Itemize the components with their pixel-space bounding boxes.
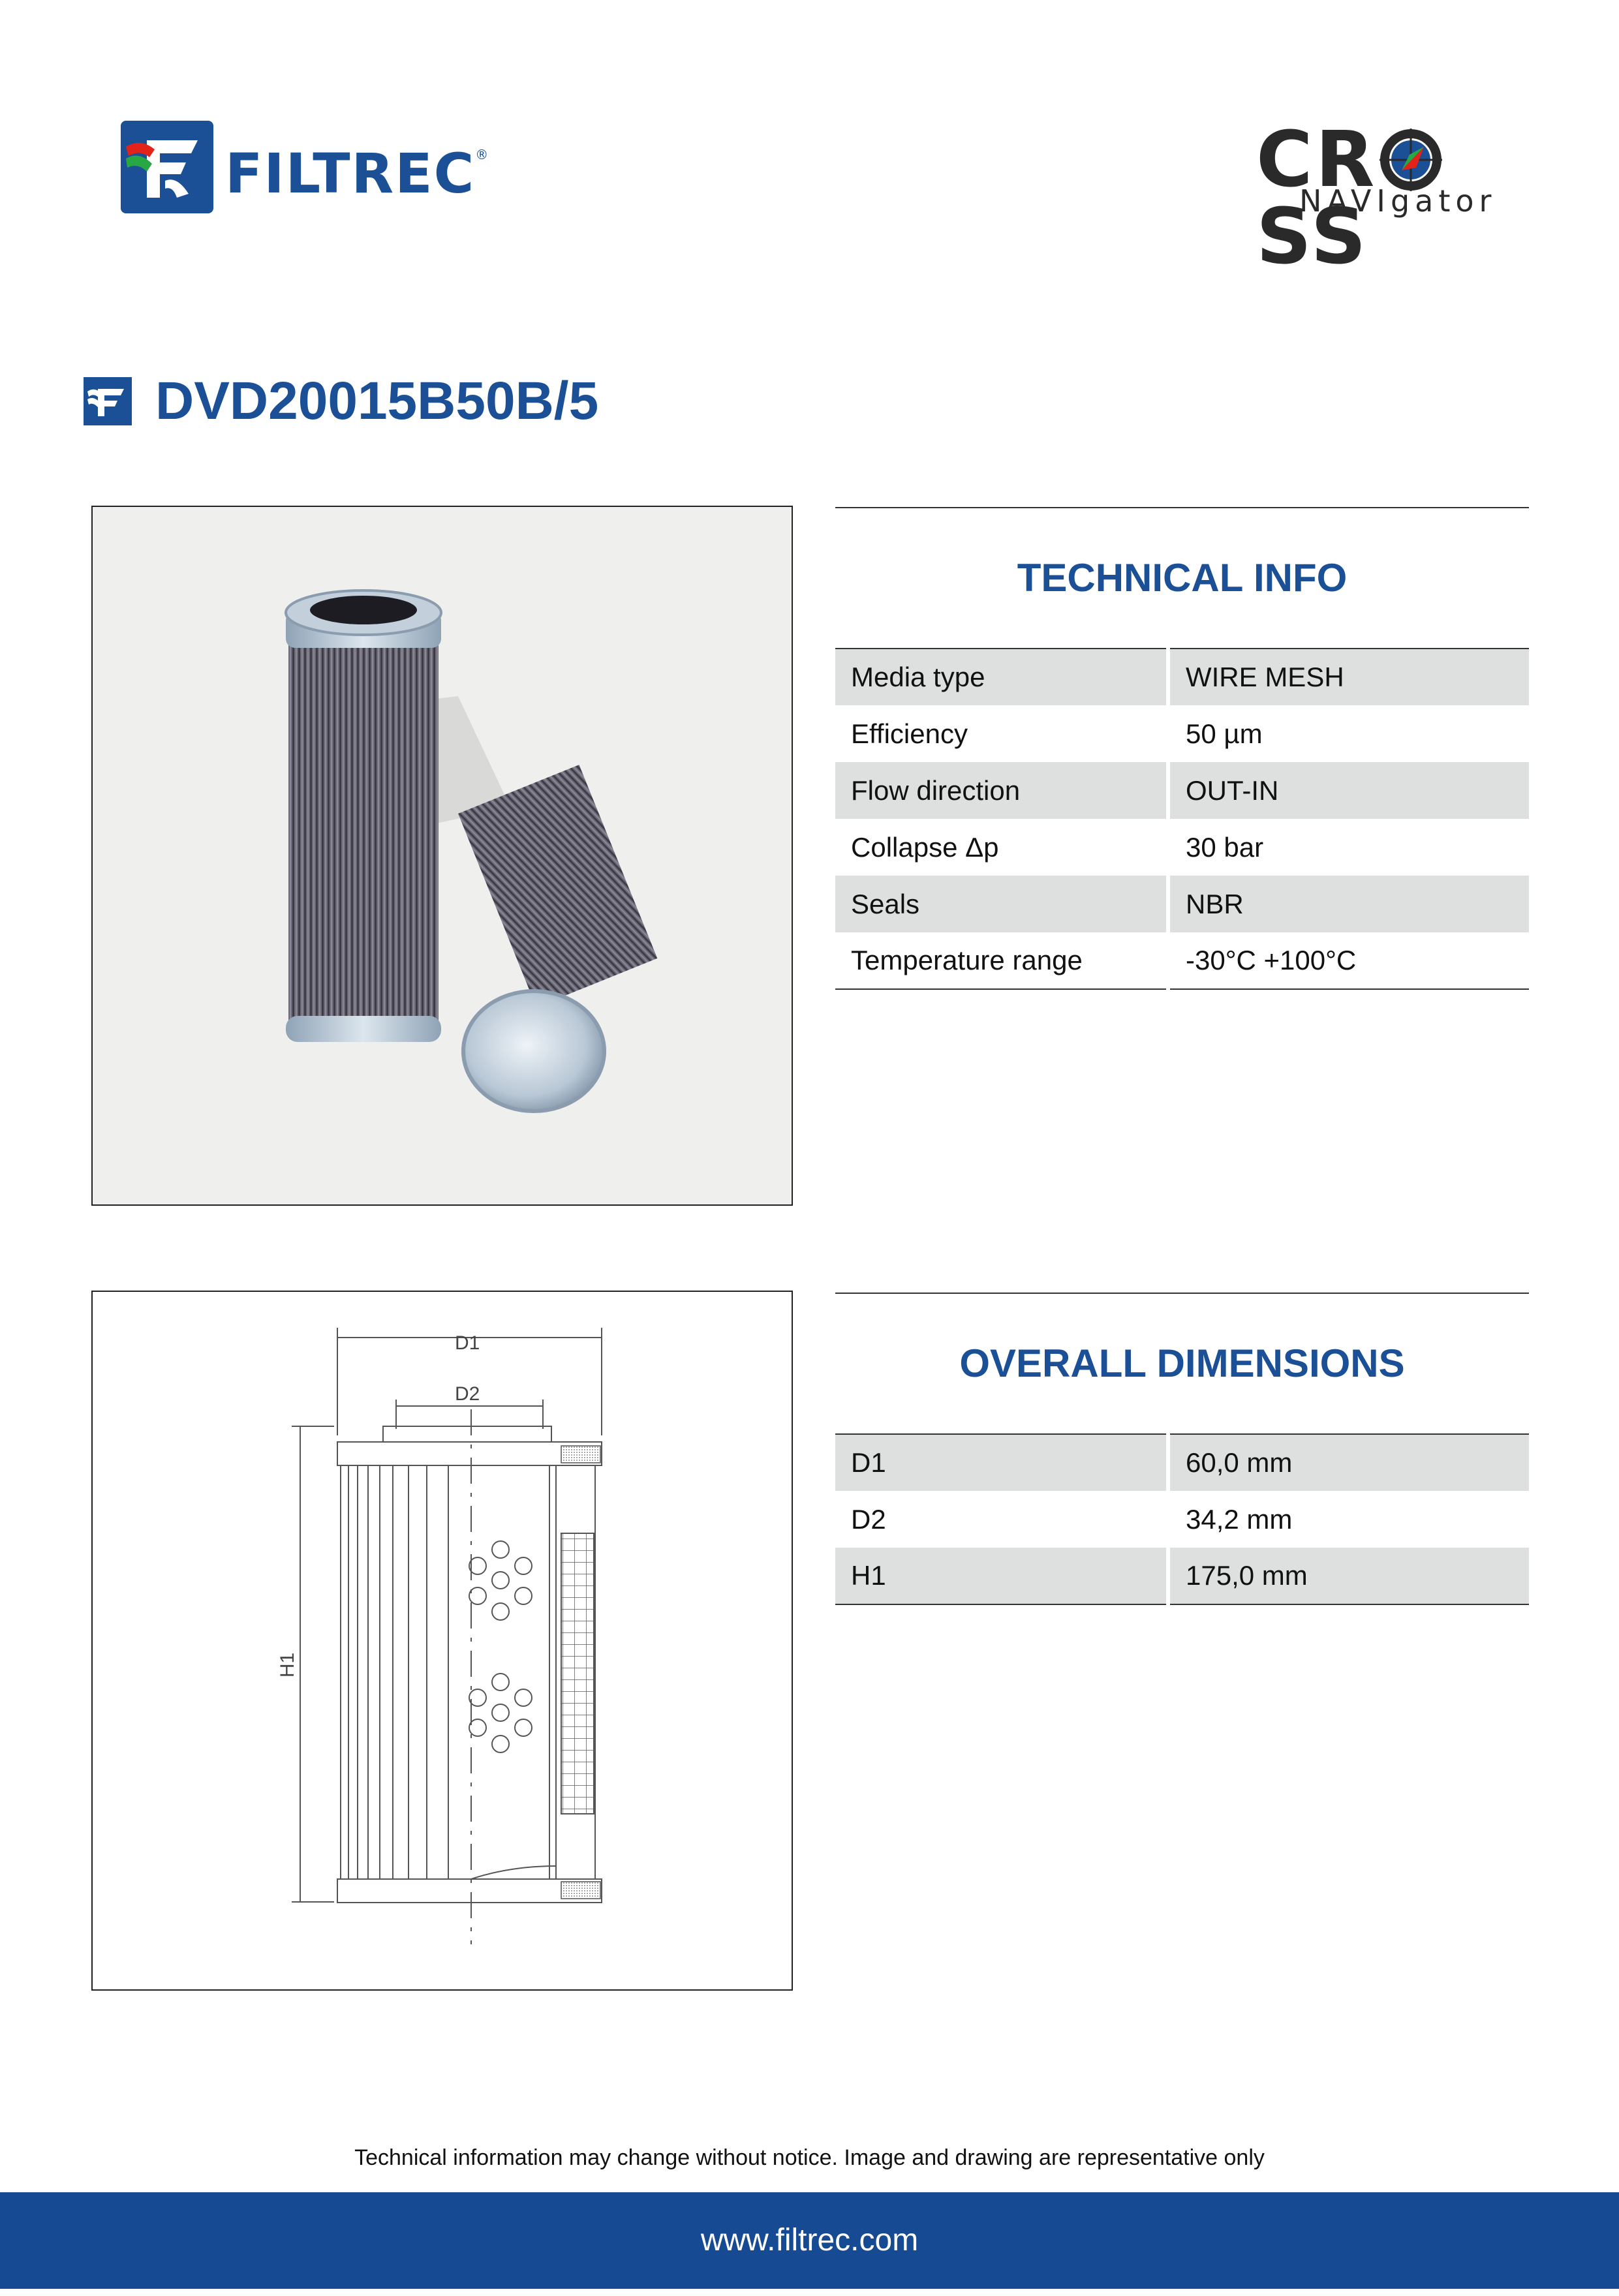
row-label: Temperature range [835,932,1168,989]
cross-navigator-compass-icon [1378,127,1443,192]
row-value: 60,0 mm [1168,1434,1529,1491]
row-label: Collapse Δp [835,819,1168,876]
table-row [835,932,1529,989]
row-label: Flow direction [835,762,1168,819]
row-value: WIRE MESH [1168,649,1529,705]
row-value: 34,2 mm [1186,1503,1293,1535]
table-row [835,762,1529,819]
row-label: Efficiency [835,705,1168,762]
footer-bar [0,2192,1619,2289]
navigator-wordmark: NAVIgator [1299,183,1497,219]
row-value: 175,0 mm [1168,1548,1529,1604]
row-value: 30 bar [1186,831,1264,863]
row-value: -30°C +100°C [1186,945,1357,975]
table-row [835,876,1529,932]
disclaimer-text: Technical information may change without notice. Image and drawing are representative only [354,2145,1265,2170]
filtrec-wordmark: FILTREC® [225,142,490,206]
filtrec-logo-icon [121,121,213,213]
table-row [835,1434,1529,1491]
product-code-title: DVD20015B50B/5 [155,371,599,431]
row-label: Seals [835,876,1168,932]
overall-dimensions-section [835,1293,1529,1605]
filtrec-mark-icon [84,377,132,425]
row-label: D2 [835,1491,1168,1548]
technical-info-heading: TECHNICAL INFO [1017,556,1348,600]
filtrec-logo [121,121,490,215]
table-row [835,819,1529,876]
table-row [835,1548,1529,1604]
product-photo [91,506,793,1206]
row-value: NBR [1168,876,1529,932]
filter-dimension-drawing [93,1292,792,1989]
table-row [835,705,1529,762]
cross-navigator-logo [1256,114,1498,281]
row-value: OUT-IN [1168,762,1529,819]
website-link[interactable]: www.filtrec.com [700,2223,919,2258]
row-label: D1 [835,1434,1168,1491]
technical-info-section [835,507,1529,990]
overall-dimensions-table [835,1433,1529,1605]
row-label: Media type [835,649,1168,705]
table-row [835,1491,1529,1548]
row-value: 50 µm [1186,718,1263,749]
cross-wordmark-visual: CRSS [1256,121,1498,275]
dimension-label-d1: D1 [455,1332,480,1354]
dimension-label-d2: D2 [455,1383,480,1405]
filter-element-photo [93,507,792,1204]
technical-info-table [835,648,1529,990]
row-label: H1 [835,1548,1168,1604]
technical-drawing [91,1291,793,1991]
table-row [835,649,1529,705]
dimension-label-h1: H1 [277,1652,299,1678]
overall-dimensions-heading: OVERALL DIMENSIONS [959,1341,1405,1385]
